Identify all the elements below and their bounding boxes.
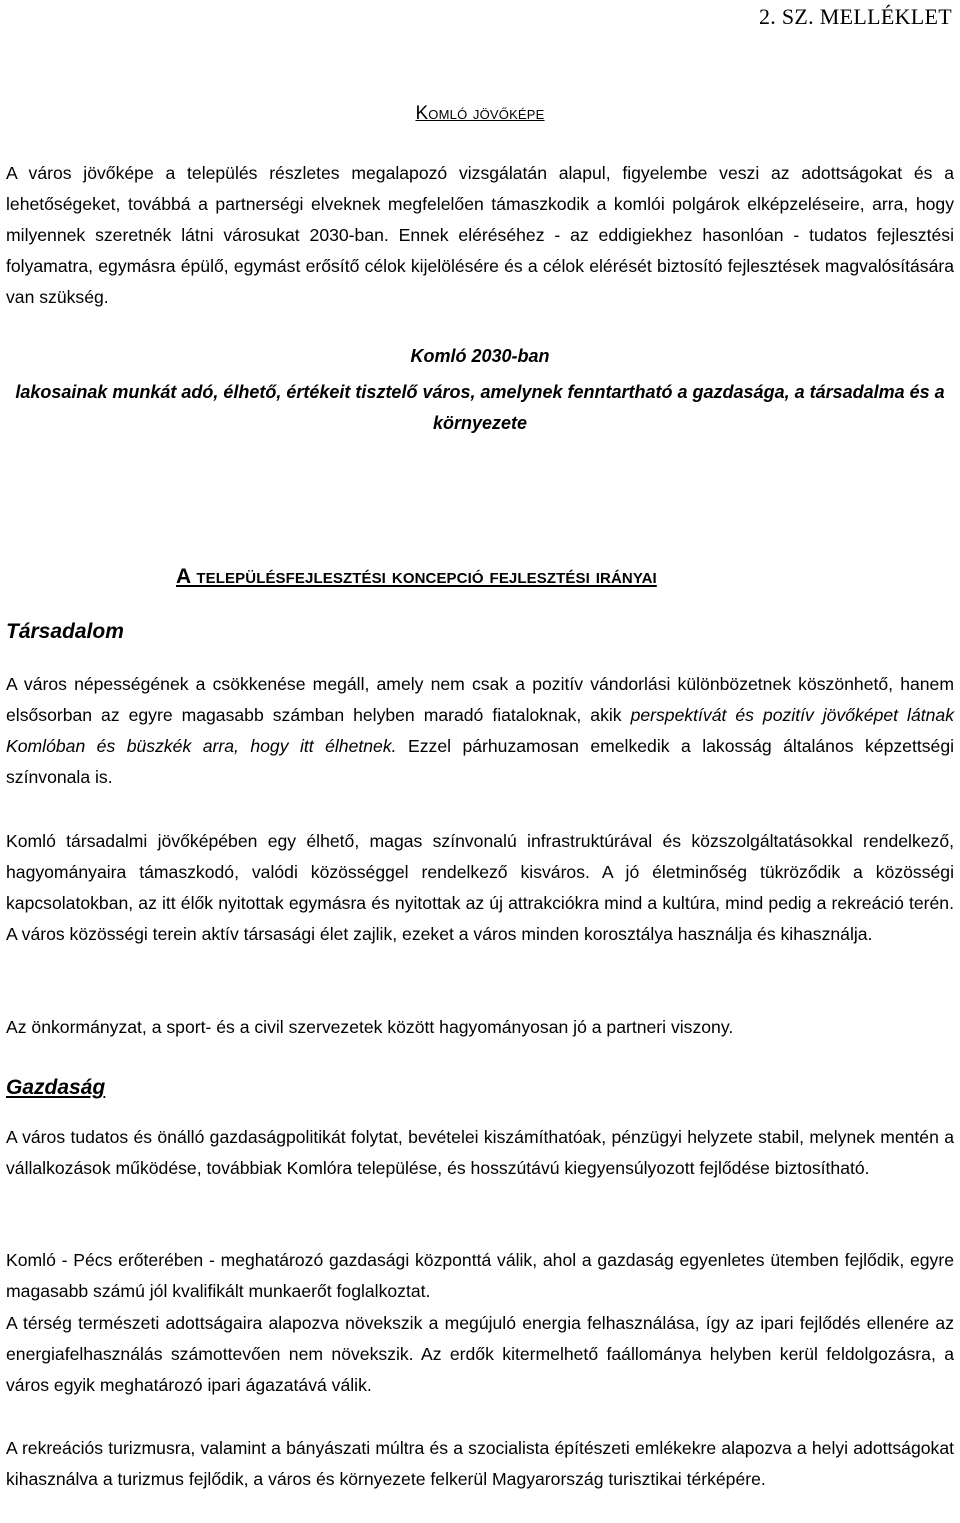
tarsadalom-p1-tail: Ezzel párhuzamosan emelkedik a lakosság általános képzettségi színvonala is. — [6, 736, 955, 787]
section-title: A településfejlesztési koncepció fejlesztési irányai — [176, 565, 657, 588]
page-title: Komló jövőképe — [415, 103, 545, 124]
tarsadalom-p1-italic: perspektívát és pozitív jövőképet látnak Komlóban és büszkék arra, hogy itt élhetnek. — [6, 705, 954, 756]
subheading-gazdasag: Gazdaság — [6, 1076, 106, 1099]
subheading-tarsadalom: Társadalom — [6, 620, 124, 643]
vision-statement: lakosainak munkát adó, élhető, értékeit tisztelő város, amelynek fenntartható a gazdasága, a társadalma és a környezete — [15, 382, 945, 433]
gazdasag-paragraph-4: A rekreációs turizmusra, valamint a bányászati múltra és a szocialista építészeti emlékekre alapozva a helyi adottságokat kihasználva a turizmus fejlődik, a város és környezete felkerül Magyarország turisztikai térképére. — [6, 1438, 954, 1489]
tarsadalom-paragraph-2: Komló társadalmi jövőképében egy élhető, magas színvonalú infrastruktúrával és közszolgáltatásokkal rendelkező, hagyományaira támaszkodó, valódi közösséggel rendelkező kisváros. A jó életminőség tükröződik a közösségi kapcsolatokban, az itt élők nyitottak egymásra és nyitottak az új attrakciókra mind a kultúra, mind pedig a rekreáció terén. A város közösségi terein aktív társasági élet zajlik, ezeket a város minden korosztálya használja és kihasználja. — [6, 831, 954, 944]
gazdasag-paragraph-1: A város tudatos és önálló gazdaságpolitikát folytat, bevételei kiszámíthatóak, pénzügyi helyzete stabil, melynek mentén a vállalkozások működése, továbbiak Komlóra települése, és hosszútávú kiegyensúlyozott fejlődése biztosítható. — [6, 1127, 954, 1178]
intro-paragraph: A város jövőképe a település részletes megalapozó vizsgálatán alapul, figyelembe veszi az adottságokat és a lehetőségeket, továbbá a partnerségi elveknek megfelelően támaszkodik a komlói polgárok elképzeléseire, arra, hogy milyennek szeretnék látni városukat 2030-ban. Ennek eléréséhez - az eddigiekhez hasonlóan - tudatos fejlesztési folyamatra, egymásra épülő, egymást erősítő célok kijelölésére és a célok elérését biztosító fejlesztések magvalósítására van szükség. — [6, 163, 954, 307]
gazdasag-paragraph-3: A térség természeti adottságaira alapozva növekszik a megújuló energia felhasználása, így az ipari fejlődés ellenére az energiafelhasználás számottevően nem növekszik. Az erdők kitermelhető faállománya helyben kerül feldolgozásra, a város egyik meghatározó ipari ágazatává válik. — [6, 1313, 954, 1395]
tarsadalom-p1-text: A város népességének a csökkenése megáll, amely nem csak a pozitív vándorlási különbözetnek köszönhető, hanem elsősorban az egyre magasabb számban helyben maradó fiataloknak, akik — [6, 674, 954, 725]
gazdasag-paragraph-2: Komló - Pécs erőterében - meghatározó gazdasági központtá válik, ahol a gazdaság egyenletes ütemben fejlődik, egyre magasabb számú jól kvalifikált munkaerőt foglalkoztat. — [6, 1250, 954, 1301]
tarsadalom-paragraph-1 — [6, 669, 954, 793]
annex-label: 2. SZ. MELLÉKLET — [759, 4, 952, 29]
vision-heading: Komló 2030-ban — [410, 346, 550, 366]
tarsadalom-paragraph-3: Az önkormányzat, a sport- és a civil szervezetek között hagyományosan jó a partneri viszony. — [6, 1017, 734, 1037]
